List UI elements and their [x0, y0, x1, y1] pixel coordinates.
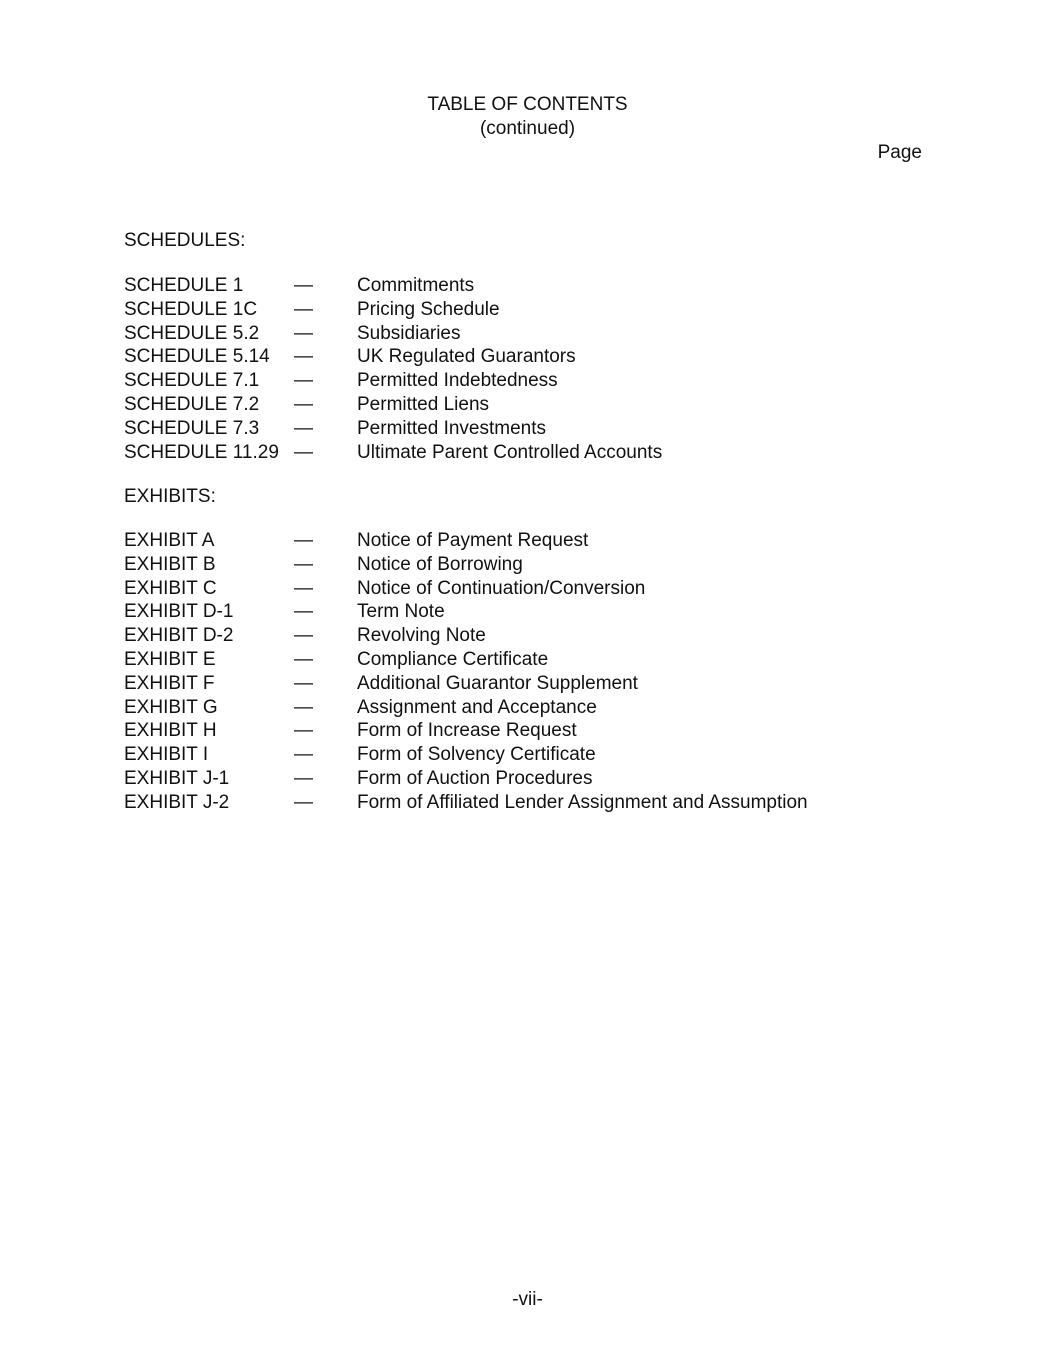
em-dash: —: [294, 744, 313, 766]
schedule-id: SCHEDULE 1: [124, 275, 244, 296]
exhibit-title: Assignment and Acceptance: [357, 696, 597, 718]
exhibit-title: Form of Auction Procedures: [357, 767, 593, 789]
exhibit-title: Form of Affiliated Lender Assignment and Assumption: [357, 791, 808, 813]
em-dash: —: [294, 370, 313, 392]
em-dash: —: [294, 767, 313, 789]
schedule-title: Commitments: [357, 275, 475, 296]
em-dash: —: [294, 275, 313, 296]
schedule-title: Permitted Liens: [357, 393, 490, 415]
exhibit-title: Notice of Borrowing: [357, 553, 523, 575]
schedule-title: Ultimate Parent Controlled Accounts: [357, 441, 663, 463]
schedule-id: SCHEDULE 7.3: [124, 417, 260, 439]
exhibit-title: Notice of Payment Request: [357, 530, 589, 551]
schedule-id: SCHEDULE 7.1: [124, 370, 260, 392]
schedule-title: Permitted Investments: [357, 417, 547, 439]
schedule-id: SCHEDULE 5.14: [124, 346, 270, 368]
exhibit-title: Form of Solvency Certificate: [357, 744, 596, 766]
schedule-title: Permitted Indebtedness: [357, 370, 558, 392]
schedule-id: SCHEDULE 5.2: [124, 322, 260, 344]
exhibit-title: Notice of Continuation/Conversion: [357, 577, 646, 599]
em-dash: —: [294, 791, 313, 813]
exhibit-id: EXHIBIT B: [124, 553, 216, 575]
schedule-title: Pricing Schedule: [357, 298, 500, 320]
exhibit-title: Form of Increase Request: [357, 720, 577, 742]
em-dash: —: [294, 672, 313, 694]
exhibits-heading: EXHIBITS:: [124, 486, 216, 507]
toc-subtitle: (continued): [479, 118, 576, 139]
exhibit-id: EXHIBIT J-2: [124, 791, 230, 813]
exhibit-id: EXHIBIT J-1: [124, 767, 230, 789]
em-dash: —: [294, 322, 313, 344]
exhibit-id: EXHIBIT A: [124, 530, 215, 551]
em-dash: —: [294, 298, 313, 320]
em-dash: —: [294, 648, 313, 670]
schedule-id: SCHEDULE 7.2: [124, 393, 260, 415]
schedule-title: UK Regulated Guarantors: [357, 346, 576, 368]
em-dash: —: [294, 625, 313, 647]
exhibit-title: Revolving Note: [357, 625, 486, 647]
em-dash: —: [294, 577, 313, 599]
exhibit-id: EXHIBIT E: [124, 648, 216, 670]
exhibit-id: EXHIBIT G: [124, 696, 218, 718]
page-number: -vii-: [512, 1289, 543, 1310]
schedule-id: SCHEDULE 11.29: [124, 441, 279, 463]
exhibit-title: Additional Guarantor Supplement: [357, 672, 638, 694]
exhibit-id: EXHIBIT I: [124, 744, 209, 766]
schedules-heading: SCHEDULES:: [124, 230, 246, 251]
page-column-label: Page: [877, 142, 922, 163]
em-dash: —: [294, 417, 313, 439]
em-dash: —: [294, 530, 313, 551]
em-dash: —: [294, 393, 313, 415]
exhibit-id: EXHIBIT D-2: [124, 625, 234, 647]
em-dash: —: [294, 441, 313, 463]
exhibit-title: Term Note: [357, 601, 445, 623]
exhibit-id: EXHIBIT C: [124, 577, 217, 599]
exhibit-id: EXHIBIT F: [124, 672, 215, 694]
exhibit-id: EXHIBIT D-1: [124, 601, 234, 623]
toc-title: TABLE OF CONTENTS: [427, 94, 628, 115]
exhibit-title: Compliance Certificate: [357, 648, 549, 670]
em-dash: —: [294, 346, 313, 368]
em-dash: —: [294, 601, 313, 623]
em-dash: —: [294, 696, 313, 718]
schedule-id: SCHEDULE 1C: [124, 298, 258, 320]
exhibit-id: EXHIBIT H: [124, 720, 217, 742]
schedule-title: Subsidiaries: [357, 322, 461, 344]
em-dash: —: [294, 720, 313, 742]
em-dash: —: [294, 553, 313, 575]
